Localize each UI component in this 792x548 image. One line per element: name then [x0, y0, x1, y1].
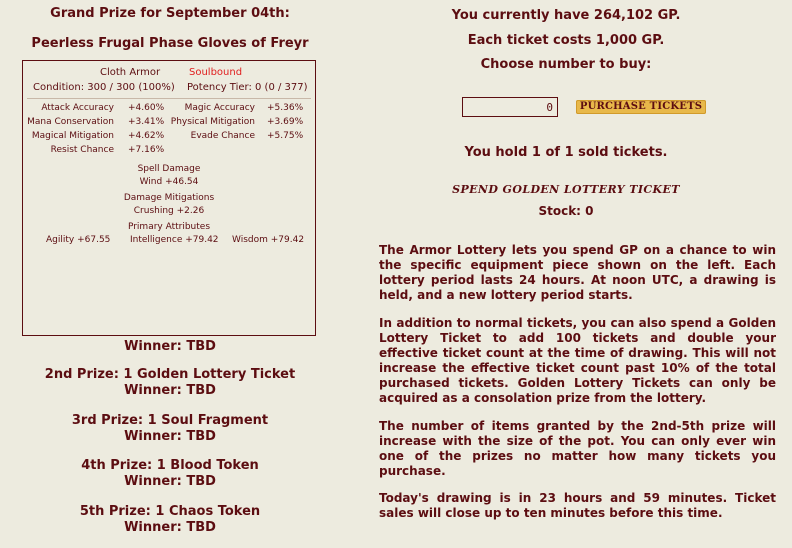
info-paragraph: In addition to normal tickets, you can also spend a Golden Lottery Ticket to add 100 tickets and double your effective ticket count at the time of drawing. This will not increase the effective ticket count past 10% of the total purchased tickets. Golden Lottery Tickets can only be acquired as a consolation prize from the lottery. [379, 316, 776, 405]
info-paragraph: The number of items granted by the 2nd-5th prize will increase with the size of the pot. You can only ever win one of the prizes no matter how many tickets you purchase. [379, 419, 776, 478]
stat-label: Evade Chance [190, 131, 255, 141]
attr-intelligence: Intelligence +79.42 [130, 235, 219, 245]
item-divider [27, 98, 311, 99]
prize-name: 2nd Prize: 1 Golden Lottery Ticket [44, 367, 296, 382]
attr-agility: Agility +67.55 [46, 235, 111, 245]
damage-mitigations-heading: Damage Mitigations [123, 193, 215, 203]
choose-number-label: Choose number to buy: [480, 57, 652, 72]
attr-wisdom: Wisdom +79.42 [232, 235, 305, 245]
spell-damage-heading: Spell Damage [137, 164, 201, 174]
primary-attributes-heading: Primary Attributes [127, 222, 211, 232]
item-type: Cloth Armor [100, 67, 161, 78]
stat-value: +5.36% [267, 103, 304, 113]
held-tickets: You hold 1 of 1 sold tickets. [464, 145, 668, 160]
purchase-column [340, 0, 792, 548]
item-name: Peerless Frugal Phase Gloves of Freyr [31, 36, 309, 51]
stat-value: +7.16% [128, 145, 165, 155]
grand-prize-title: Grand Prize for September 04th: [50, 6, 290, 21]
stat-value: +3.41% [128, 117, 165, 127]
prize-winner: Winner: TBD [124, 429, 216, 444]
prize-name: 3rd Prize: 1 Soul Fragment [71, 413, 269, 428]
stat-label: Magical Mitigation [31, 131, 114, 141]
prize-name: 4th Prize: 1 Blood Token [81, 458, 259, 473]
item-stats-box [22, 60, 316, 336]
stat-value: +3.69% [267, 117, 304, 127]
spell-damage-value: Wind +46.54 [139, 177, 199, 187]
prize-winner: Winner: TBD [124, 383, 216, 398]
ticket-cost: Each ticket costs 1,000 GP. [467, 33, 665, 48]
info-paragraph: The Armor Lottery lets you spend GP on a chance to win the specific equipment piece shown on the left. Each lottery period lasts 24 hours. At noon UTC, a drawing is held, and a new lottery period starts. [379, 243, 776, 302]
ticket-quantity-input[interactable] [462, 97, 558, 117]
item-potency: Potency Tier: 0 (0 / 377) [187, 82, 308, 93]
stat-label: Resist Chance [50, 145, 114, 155]
stat-value: +4.62% [128, 131, 165, 141]
stat-value: +5.75% [267, 131, 304, 141]
gp-balance: You currently have 264,102 GP. [451, 8, 681, 23]
item-condition: Condition: 300 / 300 (100%) [33, 82, 175, 93]
damage-mitigations-value: Crushing +2.26 [133, 206, 205, 216]
prize-name: 5th Prize: 1 Chaos Token [79, 504, 261, 519]
purchase-tickets-button[interactable]: PURCHASE TICKETS [576, 100, 706, 114]
stat-label: Physical Mitigation [170, 117, 255, 127]
golden-ticket-stock: Stock: 0 [538, 204, 594, 218]
grand-prize-winner: Winner: TBD [124, 339, 216, 354]
item-binding: Soulbound [189, 67, 243, 78]
prize-column [0, 0, 340, 548]
prize-winner: Winner: TBD [124, 474, 216, 489]
stat-value: +4.60% [128, 103, 165, 113]
prize-winner: Winner: TBD [124, 520, 216, 535]
info-paragraph: Today's drawing is in 23 hours and 59 minutes. Ticket sales will close up to ten minutes before this time. [379, 491, 776, 520]
stat-label: Attack Accuracy [41, 103, 114, 113]
stat-label: Mana Conservation [27, 117, 114, 127]
stat-label: Magic Accuracy [184, 103, 255, 113]
spend-golden-ticket-link[interactable]: SPEND GOLDEN LOTTERY TICKET [452, 183, 680, 196]
